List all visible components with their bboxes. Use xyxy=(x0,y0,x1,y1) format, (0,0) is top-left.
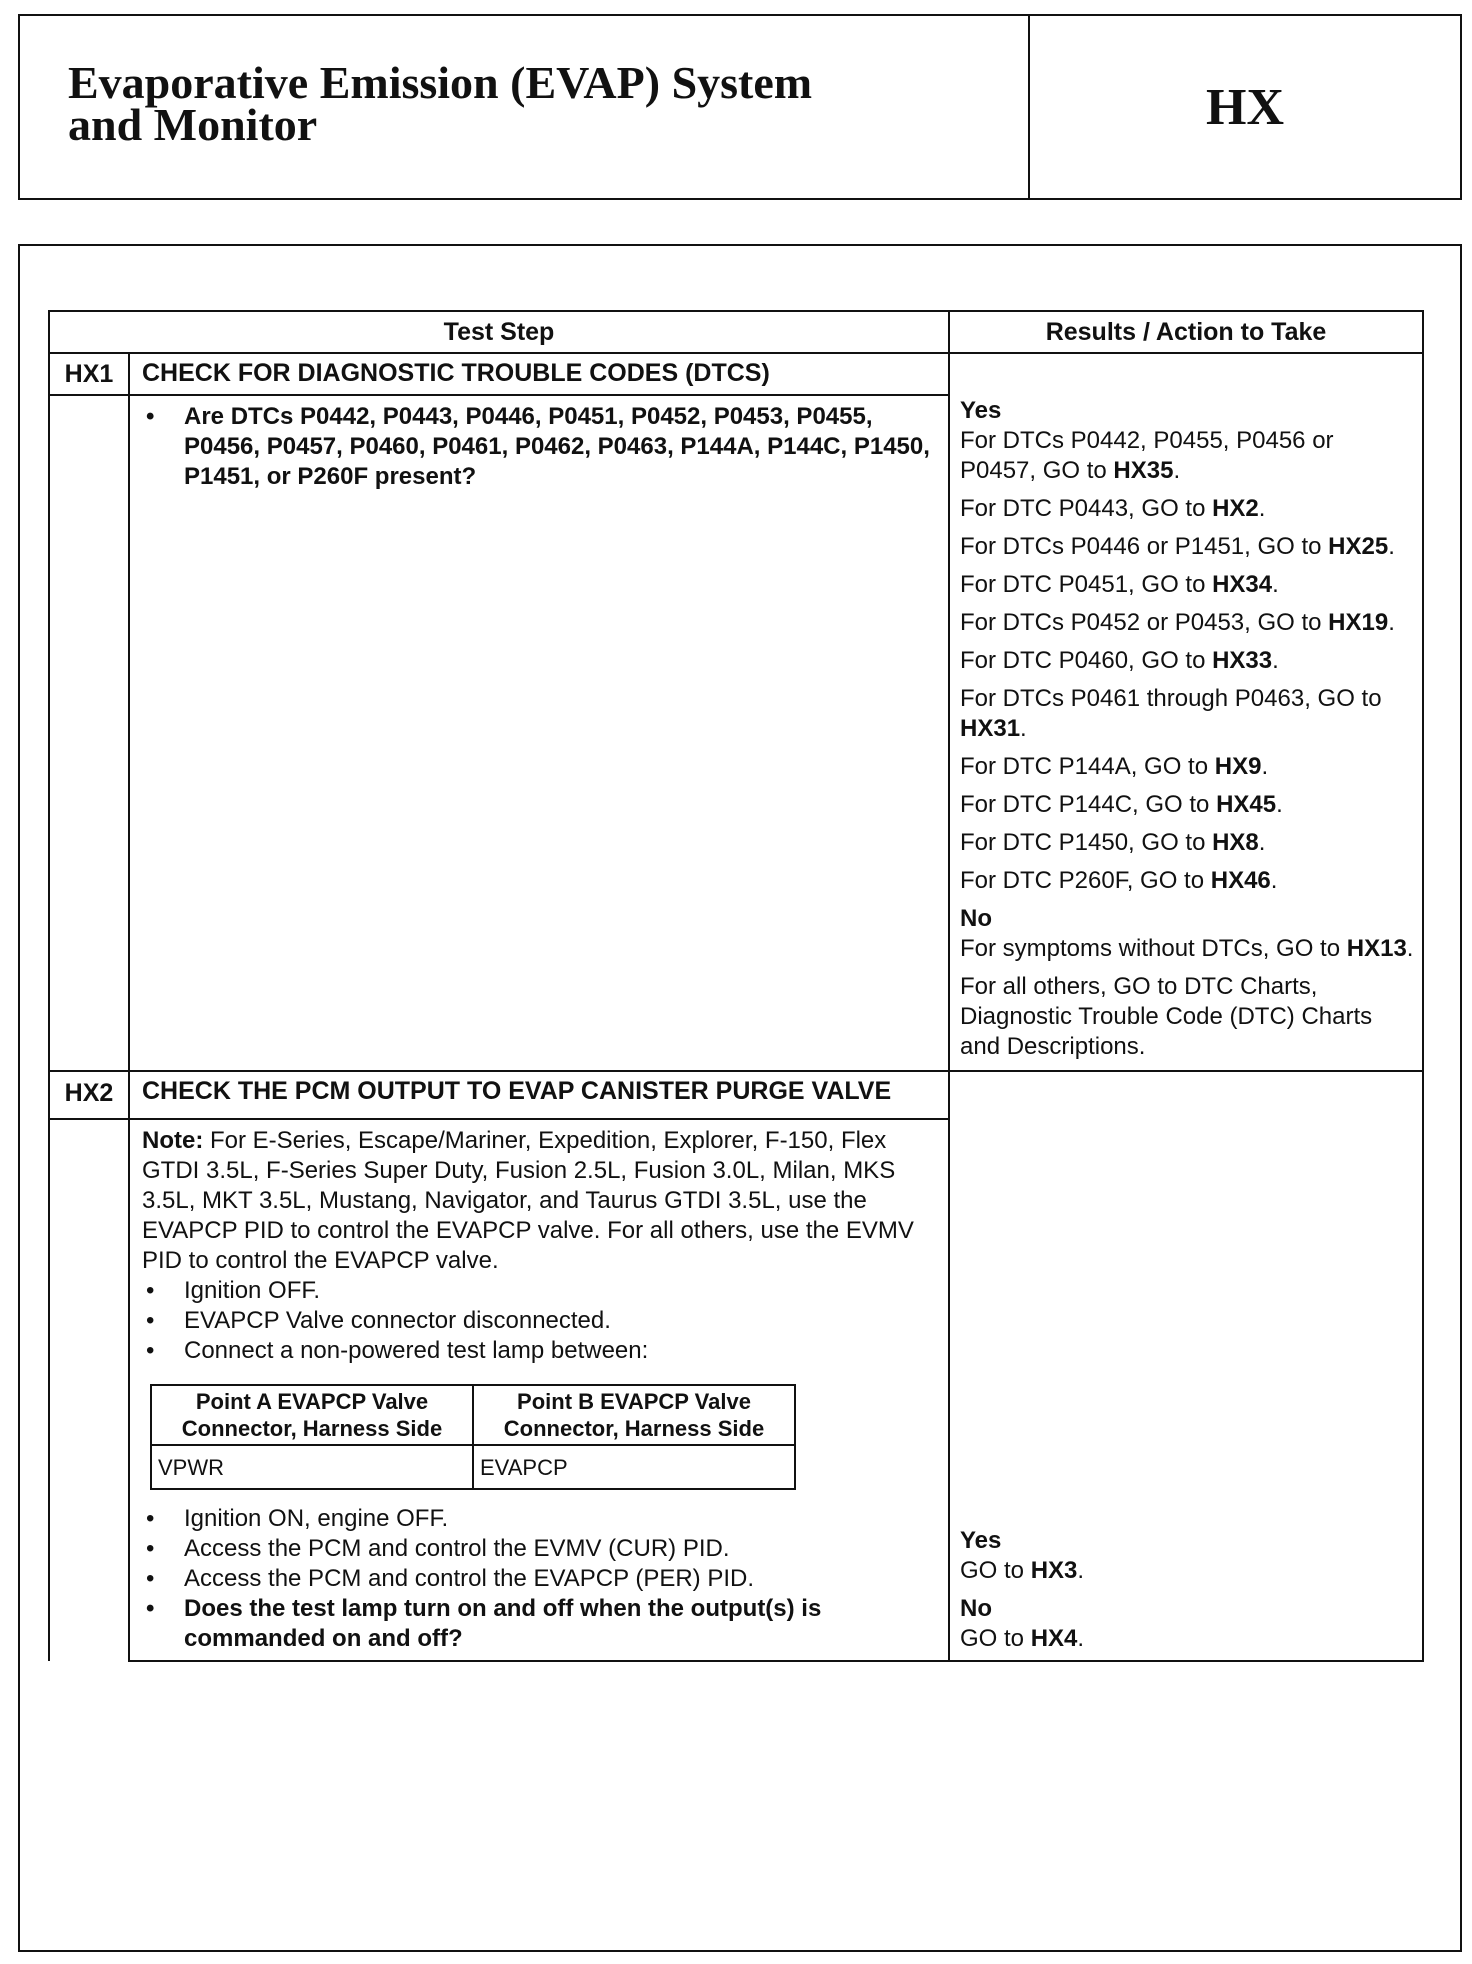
step-bullet: • Access the PCM and control the EVAPCP (PER) PID. xyxy=(142,1564,936,1594)
hx1-yes-item-text: For DTCs P0452 or P0453, GO to xyxy=(960,609,1329,636)
step-bullet: • Ignition ON, engine OFF. xyxy=(142,1504,936,1534)
hx2-id-spacer xyxy=(49,1119,129,1661)
hx1-results xyxy=(949,353,1423,1071)
hx1-yes-item-target-link[interactable]: HX45 xyxy=(1216,791,1277,818)
page-title xyxy=(20,16,1030,198)
hx1-yes-item: For DTC P144C, GO to HX45. xyxy=(960,791,1283,818)
hx1-no-other: For all others, GO to DTC Charts, Diagnostic Trouble Code (DTC) Charts and Descriptions. xyxy=(960,973,1373,1060)
hx1-yes-item-target-link[interactable]: HX25 xyxy=(1328,533,1389,560)
hx1-yes-item: For DTC P0460, GO to HX33. xyxy=(960,647,1279,674)
hx1-yes-item-text: For DTC P144C, GO to xyxy=(960,791,1217,818)
hx1-yes-item-text: For DTCs P0442, P0455, P0456 or P0457, GO to xyxy=(960,427,1334,484)
hx1-yes-item-text: For DTC P144A, GO to xyxy=(960,753,1215,780)
hx1-yes-item: For DTCs P0461 through P0463, GO to HX31. xyxy=(960,685,1382,742)
lamp-col-a: Point A EVAPCP Valve Connector, Harness Side xyxy=(151,1385,473,1445)
hx2-body xyxy=(129,1119,949,1661)
hx2-title-row xyxy=(49,1071,1423,1119)
hx1-yes-item: For DTC P0443, GO to HX2. xyxy=(960,495,1266,522)
hx2-no-block: No GO to HX4. xyxy=(960,1594,1414,1654)
hx2-yes-label: Yes xyxy=(960,1527,1002,1554)
hx1-yes-item-target-link[interactable]: HX46 xyxy=(1210,867,1271,894)
hx1-yes-item-target-link[interactable]: HX8 xyxy=(1212,829,1259,856)
page-title-line1: Evaporative Emission (EVAP) System xyxy=(68,57,813,108)
hx1-no-item-text: For symptoms without DTCs, GO to xyxy=(960,935,1347,962)
hx1-yes-item-target-link[interactable]: HX33 xyxy=(1212,647,1273,674)
hx2-yes-target[interactable]: HX3 xyxy=(1030,1557,1078,1584)
hx1-yes-item-target-link[interactable]: HX31 xyxy=(960,715,1021,742)
hx1-no-list xyxy=(960,934,1414,964)
hx1-id-spacer xyxy=(49,395,129,1071)
hx2-note-text: For E-Series, Escape/Mariner, Expedition, Explorer, F-150, Flex GTDI 3.5L, F-Series Super Duty, Fusion 2.5L, Fusion 3.0L, Milan, MKS 3.5L, MKT 3.5L, Mustang, Navigator, and Taurus GTDI 3.5L, use the EVAPCP PID to control the EVAPCP valve. For all others, use the EVMV PID to control the EVAPCP valve. xyxy=(142,1127,914,1274)
hx2-no-label: No xyxy=(960,1595,992,1622)
hx1-yes-item-text: For DTC P1450, GO to xyxy=(960,829,1213,856)
hx1-yes-item-target-link[interactable]: HX19 xyxy=(1328,609,1389,636)
hx1-yes-item-target-link[interactable]: HX9 xyxy=(1214,753,1262,780)
hx1-no-item-target-link[interactable]: HX13 xyxy=(1346,935,1407,962)
hx1-yes-item-text: For DTC P0451, GO to xyxy=(960,571,1213,598)
table-header-row xyxy=(49,311,1423,353)
hx2-results xyxy=(949,1071,1423,1661)
hx1-yes-item-text: For DTC P0460, GO to xyxy=(960,647,1213,674)
lamp-val-b: EVAPCP xyxy=(473,1445,795,1489)
hx1-title-row xyxy=(49,353,1423,395)
hx1-yes-item: For DTC P144A, GO to HX9. xyxy=(960,753,1269,780)
hx2-id: HX2 xyxy=(49,1071,129,1119)
hx2-yes-block: Yes GO to HX3. xyxy=(960,1526,1414,1586)
hx2-title: CHECK THE PCM OUTPUT TO EVAP CANISTER PURGE VALVE xyxy=(129,1071,949,1119)
hx1-yes-item-text: For DTCs P0461 through P0463, GO to xyxy=(960,685,1382,712)
step-bullet: • Connect a non-powered test lamp between: xyxy=(142,1336,936,1366)
col-header-results: Results / Action to Take xyxy=(949,311,1423,353)
hx1-yes-label: Yes xyxy=(960,397,1002,424)
hx2-steps-after xyxy=(142,1504,936,1594)
page-header xyxy=(18,14,1462,200)
step-bullet: • EVAPCP Valve connector disconnected. xyxy=(142,1306,936,1336)
hx1-body xyxy=(129,395,949,1071)
hx2-note-label: Note: xyxy=(142,1127,204,1154)
hx2-no-target[interactable]: HX4 xyxy=(1030,1625,1078,1652)
hx1-yes-item: For DTC P260F, GO to HX46. xyxy=(960,867,1278,894)
hx1-yes-item-text: For DTC P260F, GO to xyxy=(960,867,1211,894)
section-code: HX xyxy=(1206,78,1284,136)
hx1-yes-item-target-link[interactable]: HX34 xyxy=(1212,571,1273,598)
hx1-yes-item-target-link[interactable]: HX2 xyxy=(1212,495,1259,522)
hx1-title: CHECK FOR DIAGNOSTIC TROUBLE CODES (DTCS) xyxy=(129,353,949,395)
hx1-question: • Are DTCs P0442, P0443, P0446, P0451, P0452, P0453, P0455, P0456, P0457, P0460, P0461, P0462, P0463, P144A, P144C, P1450, P1451, or P260F present? xyxy=(142,402,936,492)
step-bullet: • Access the PCM and control the EVMV (CUR) PID. xyxy=(142,1534,936,1564)
hx1-yes-list xyxy=(960,426,1414,896)
hx2-question: • Does the test lamp turn on and off when the output(s) is commanded on and off? xyxy=(142,1594,936,1654)
hx1-yes-item: For DTCs P0442, P0455, P0456 or P0457, GO to HX35. xyxy=(960,427,1334,484)
page-title-line2: and Monitor xyxy=(68,99,318,150)
test-step-table xyxy=(48,310,1424,1662)
hx1-yes-item: For DTC P1450, GO to HX8. xyxy=(960,829,1266,856)
hx1-yes-item-target-link[interactable]: HX35 xyxy=(1113,457,1174,484)
hx2-no-text: GO to xyxy=(960,1625,1031,1652)
hx1-yes-item: For DTCs P0446 or P1451, GO to HX25. xyxy=(960,533,1395,560)
hx2-yes-text: GO to xyxy=(960,1557,1031,1584)
test-lamp-table xyxy=(150,1384,796,1490)
hx2-note xyxy=(142,1126,936,1276)
hx1-no-label: No xyxy=(960,905,992,932)
hx2-steps-before xyxy=(142,1276,936,1366)
lamp-val-a: VPWR xyxy=(151,1445,473,1489)
hx1-no-item: For symptoms without DTCs, GO to HX13. xyxy=(960,935,1414,962)
hx1-yes-item: For DTCs P0452 or P0453, GO to HX19. xyxy=(960,609,1395,636)
hx1-id: HX1 xyxy=(49,353,129,395)
lamp-col-b: Point B EVAPCP Valve Connector, Harness Side xyxy=(473,1385,795,1445)
hx1-yes-item-text: For DTC P0443, GO to xyxy=(960,495,1213,522)
hx1-yes-item: For DTC P0451, GO to HX34. xyxy=(960,571,1279,598)
col-header-test-step: Test Step xyxy=(49,311,949,353)
step-bullet: • Ignition OFF. xyxy=(142,1276,936,1306)
hx1-yes-item-text: For DTCs P0446 or P1451, GO to xyxy=(960,533,1329,560)
